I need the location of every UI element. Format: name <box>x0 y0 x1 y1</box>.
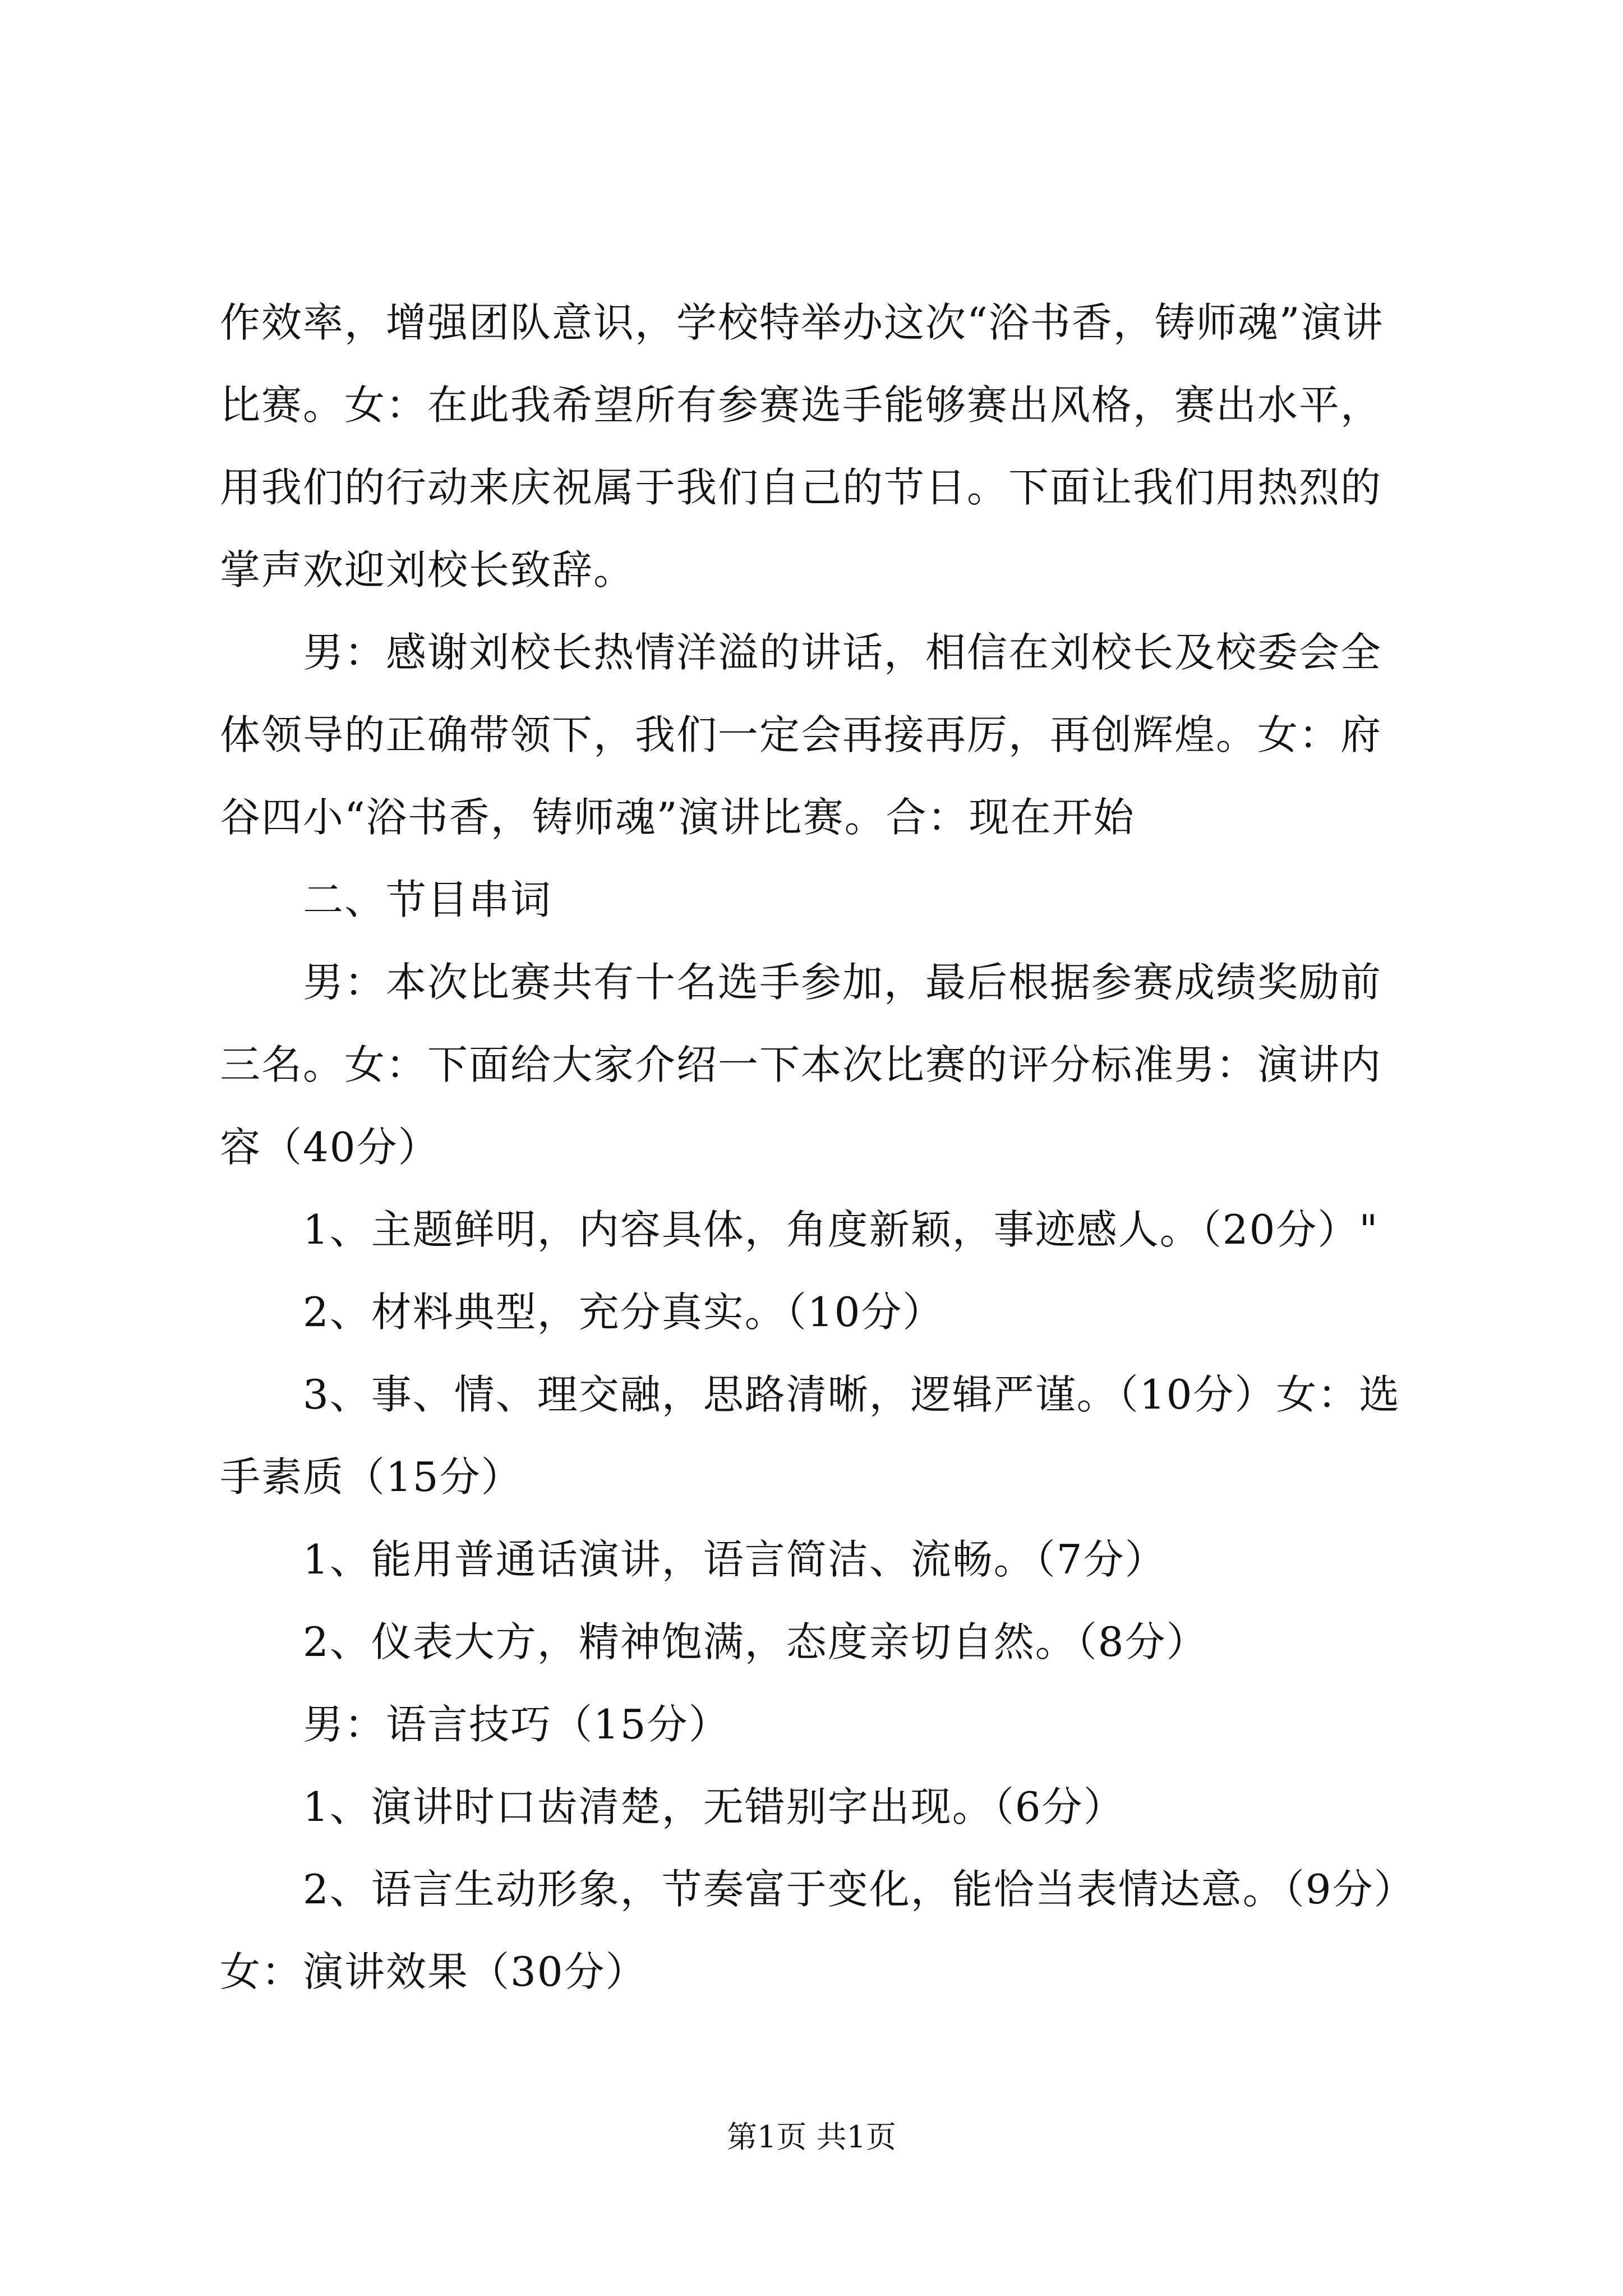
document-body <box>220 282 1414 2013</box>
list-item: 1、演讲时口齿清楚，无错别字出现。（6分） <box>303 1783 1125 1830</box>
list-item: 2、仪表大方，精神饱满，态度亲切自然。（8分） <box>303 1618 1208 1665</box>
paragraph-2: 男：感谢刘校长热情洋溢的讲话，相信在刘校长及校委会全体领导的正确带领下，我们一定会再接再厉，再创辉煌。女：府谷四小“浴书香，铸师魂”演讲比赛。合：现在开始 <box>220 629 1382 841</box>
list-item: 2、材料典型，充分真实。（10分） <box>303 1289 944 1336</box>
list-item: 3、事、情、理交融，思路清晰，逻辑严谨。（10分）女：选手素质（15分） <box>220 1371 1401 1501</box>
paragraph-1: 作效率，增强团队意识，学校特举办这次“浴书香，铸师魂”演讲比赛。女：在此我希望所有参赛选手能够赛出风格，赛出水平，用我们的行动来庆祝属于我们自己的节日。下面让我们用热烈的掌声欢迎刘校长致辞。 <box>220 299 1384 593</box>
paragraph-category: 男：语言技巧（15分） <box>303 1701 730 1748</box>
paragraph-3: 男：本次比赛共有十名选手参加，最后根据参赛成绩奖励前三名。女：下面给大家介绍一下本次比赛的评分标准男：演讲内容（40分） <box>220 959 1382 1171</box>
list-item: 1、能用普通话演讲，语言简洁、流畅。（7分） <box>303 1536 1166 1583</box>
page-number-footer: 第1页 共1页 <box>727 2119 896 2155</box>
list-item: 1、主题鲜明，内容具体，角度新颖，事迹感人。（20分）" <box>303 1206 1379 1253</box>
section-heading: 二、节目串词 <box>303 876 552 923</box>
list-item: 2、语言生动形象，节奏富于变化，能恰当表情达意。（9分）女：演讲效果（30分） <box>220 1866 1395 1995</box>
